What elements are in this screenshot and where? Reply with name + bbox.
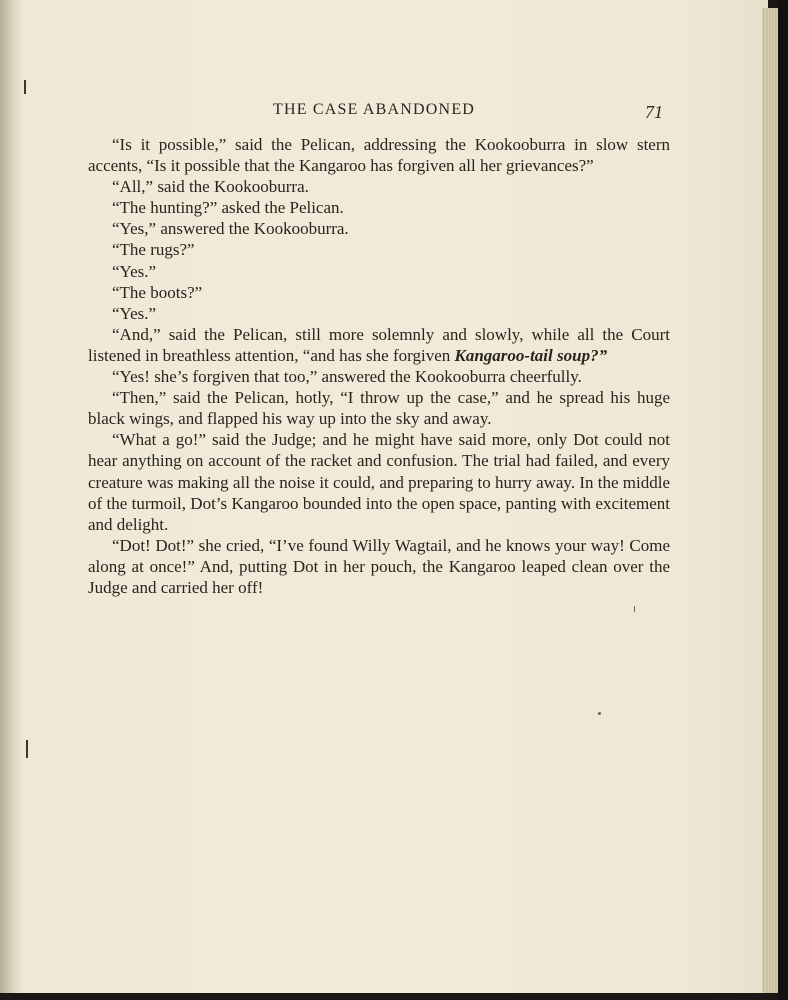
margin-mark — [26, 740, 28, 758]
paragraph: “What a go!” said the Judge; and he might have said more, only Dot could not hear anything on account of the racket and confusion. The trial had failed, and every creature was making all the noise it could, and preparing to hurry away. In the middle of the turmoil, Dot’s Kangaroo bounded into the open space, panting with excitement and delight. — [88, 430, 670, 534]
margin-mark — [24, 80, 26, 94]
paper-speck — [634, 606, 635, 612]
gutter-shadow — [0, 0, 22, 993]
book-edge — [778, 0, 788, 1000]
paragraph: “Yes! she’s forgiven that too,” answered the Kookooburra cheerfully. — [112, 367, 582, 387]
italic-emphasis: Kangaroo-tail soup?” — [454, 345, 608, 365]
paragraph — [88, 324, 670, 366]
paragraph: “Then,” said the Pelican, hotly, “I throw up the case,” and he spread his huge black wings, and flapped his way up into the sky and away. — [88, 388, 670, 429]
paragraph: “Yes.” — [112, 303, 157, 323]
paragraph: “The boots?” — [112, 282, 203, 302]
body-text — [88, 134, 670, 598]
paragraph: “The rugs?” — [112, 240, 195, 260]
page-number: 71 — [645, 102, 663, 122]
paragraph: “Yes.” — [112, 261, 157, 281]
paragraph: “Is it possible,” said the Pelican, addressing the Kookooburra in slow stern accents, “Is it possible that the Kangaroo has forgiven all her grievances?” — [88, 135, 670, 176]
paper-speck — [598, 712, 601, 715]
paragraph: “Dot! Dot!” she cried, “I’ve found Willy Wagtail, and he knows your way! Come along at once!” And, putting Dot in her pouch, the Kangaroo leaped clean over the Judge and carried her off! — [88, 535, 670, 597]
paragraph-text: “And,” said the Pelican, still more solemnly and slowly, while all the Court listened in breathless attention, “and has she forgiven — [88, 324, 670, 365]
paragraph: “The hunting?” asked the Pelican. — [112, 198, 344, 218]
running-head: THE CASE ABANDONED — [273, 101, 476, 118]
paragraph: “Yes,” answered the Kookooburra. — [112, 219, 349, 239]
paragraph: “All,” said the Kookooburra. — [112, 177, 309, 197]
